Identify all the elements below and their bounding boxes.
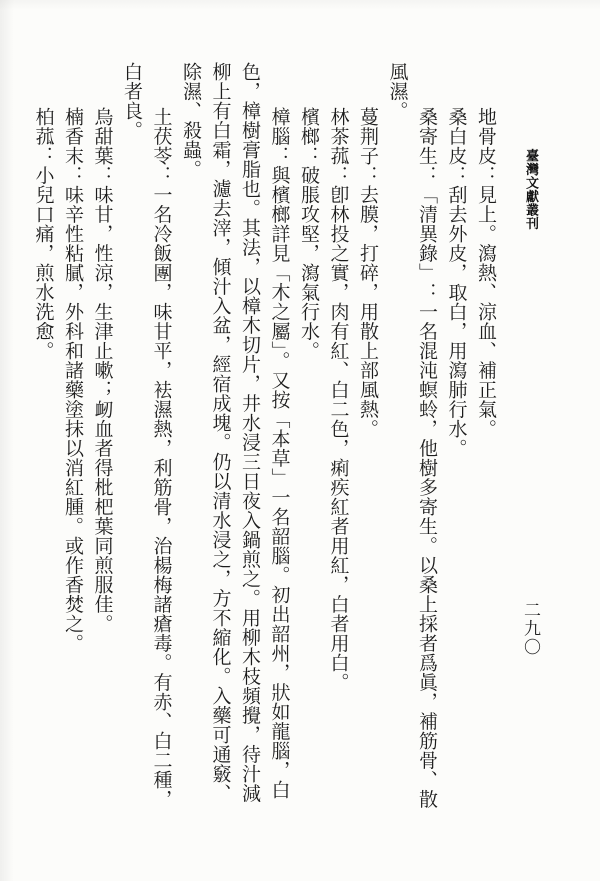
series-title: 臺灣文獻叢刊 [524,149,539,230]
text-column: 楠香末：味辛性粘膩，外科和諸藥塗抹以消紅腫。或作香焚之。 [62,107,83,653]
page-number: 二九〇 [521,601,540,657]
text-column: 蔓荆子：去膜，打碎，用散上部風熱。 [357,107,378,439]
text-column: 柳上有白霜，濾去滓，傾汁入盆，經宿成塊。仍以清水浸之，方不縮化。入藥可通竅、 [209,62,231,803]
text-column: 柏菰：小兒口痛，煎水洗愈。 [32,107,54,361]
text-column: 桑白皮：刮去外皮，取白，用瀉肺行水。 [445,107,467,458]
text-column: 桑寄生：「清異錄」：一名混沌螟蛉，他樹多寄生。以桑上採者爲眞，補筋骨、散 [416,107,437,809]
text-column: 樟腦：與檳榔詳見「木之屬」。又按「本草」一名韶腦。初出韶州，狀如龍腦，白 [268,107,290,800]
text-column: 除濕、殺蟲。 [180,62,201,179]
text-column: 風濕。 [386,62,408,121]
text-block [28,62,500,824]
text-column: 林茶菰：卽林投之實，肉有紅、白二色，痢疾紅者用紅，白者用白。 [327,107,349,692]
text-column: 土茯苓：一名冷飯團，味甘平，袪濕熱，利筋骨，治楊梅諸瘡毒。有赤、白二種， [150,107,172,809]
text-column: 檳榔：破脹攻堅，瀉氣行水。 [298,107,319,361]
text-column: 白者良。 [121,62,142,140]
text-column: 色，樟樹膏脂也。其法，以樟木切片，井水浸三日夜入鍋煎之。用柳木枝頻攪，待汁減 [239,62,260,803]
text-column: 地骨皮：見上。瀉熱、涼血、補正氣。 [475,107,496,439]
text-column: 烏甜葉：味甘，性涼，生津止嗽；衂血者得枇杷葉同煎服佳。 [91,107,113,634]
